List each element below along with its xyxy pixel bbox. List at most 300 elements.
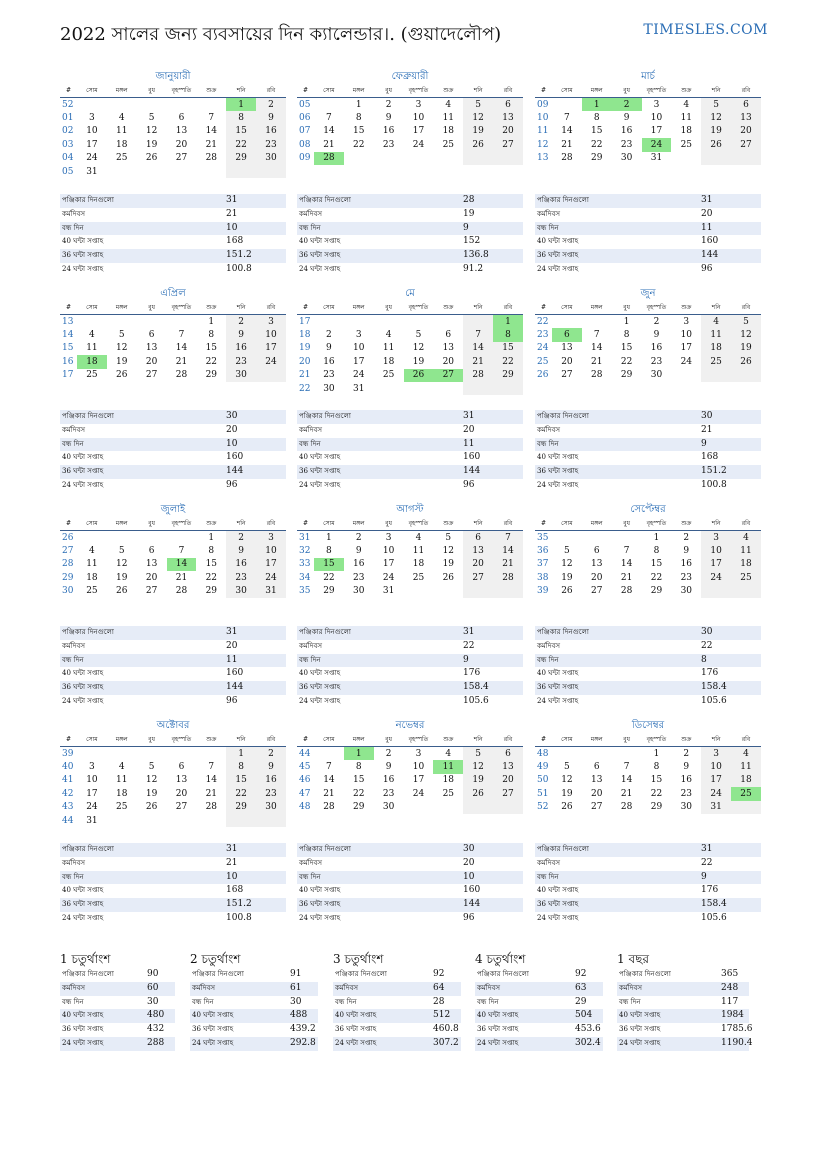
stats-row	[60, 871, 286, 885]
day-cell: 15	[226, 774, 256, 787]
day-cell: 14	[561, 126, 573, 137]
day-cell: 8	[326, 546, 332, 557]
stats-value: 11	[226, 654, 238, 665]
month-stats	[297, 410, 523, 493]
day-cell: 9	[385, 762, 392, 773]
day-cell: 2	[226, 315, 256, 329]
month-calendar	[535, 70, 761, 165]
day-cell: 6	[445, 330, 452, 341]
quarter-summary	[475, 950, 603, 1051]
day-cell: 24	[86, 153, 98, 164]
week-number: 38	[537, 572, 549, 583]
weekday-header: সোম	[552, 301, 582, 315]
month-grid	[297, 517, 523, 598]
day-cell: 29	[650, 586, 663, 597]
stats-row	[333, 996, 461, 1010]
stats-label: পঞ্জিকার দিনগুলো	[62, 628, 114, 636]
week-row	[297, 342, 523, 355]
stats-row	[297, 465, 523, 479]
week-row	[297, 98, 523, 112]
day-cell: 28	[314, 152, 344, 165]
day-cell: 4	[118, 762, 125, 773]
stats-label: 36 ঘন্টা সপ্তাহ	[62, 1025, 104, 1034]
day-cell: 25	[731, 787, 761, 800]
month-name: জুলাই	[160, 504, 186, 515]
day-cell: 2	[385, 99, 392, 110]
stats-row	[297, 249, 523, 263]
stats-value: 22	[701, 857, 713, 868]
stats-label: 24 ঘন্টা সপ্তাহ	[477, 1038, 519, 1047]
day-cell: 22	[226, 138, 256, 151]
day-cell: 13	[145, 559, 158, 570]
stats-value: 91.2	[463, 263, 484, 274]
week-number: 16	[62, 356, 74, 367]
stats-label: কর্মদিবস	[537, 641, 560, 650]
day-cell: 15	[650, 775, 663, 786]
day-cell: 10	[86, 126, 98, 137]
day-cell: 2	[355, 532, 362, 543]
day-cell: 24	[382, 572, 395, 583]
day-cell: 28	[561, 153, 573, 164]
stats-value: 10	[226, 438, 238, 449]
day-cell: 6	[493, 747, 523, 761]
weekday-header: মঙ্গল	[344, 84, 374, 98]
stats-row	[60, 263, 286, 277]
stats-label: 24 ঘন্টা সপ্তাহ	[62, 264, 104, 273]
stats-row	[297, 235, 523, 249]
stats-value: 144	[701, 250, 719, 261]
day-cell: 19	[463, 774, 493, 787]
stats-label: 40 ঘন্টা সপ্তাহ	[192, 1011, 234, 1020]
day-cell: 5	[445, 532, 452, 543]
week-number: 41	[62, 775, 74, 786]
week-row	[60, 125, 286, 138]
stats-value: 176	[701, 668, 719, 679]
day-cell: 1	[493, 315, 523, 329]
day-cell: 4	[118, 113, 125, 124]
stats-label: বন্ধ দিন	[537, 223, 559, 232]
day-cell	[196, 165, 226, 178]
stats-row	[190, 996, 318, 1010]
stats-label: পঞ্জিকার দিনগুলো	[299, 845, 351, 853]
weekday-header: শনি	[701, 733, 731, 747]
week-number: 46	[299, 775, 311, 786]
day-cell: 8	[653, 546, 660, 557]
day-cell: 23	[226, 355, 256, 368]
day-cell: 1	[326, 532, 332, 543]
week-row	[297, 315, 523, 329]
weekday-header: শুক্র	[196, 517, 226, 531]
week-number: 23	[537, 330, 549, 341]
stats-label: কর্মদিবস	[62, 858, 85, 867]
weekday-header: রবি	[731, 84, 761, 98]
week-number: 30	[62, 586, 74, 597]
day-cell	[137, 165, 167, 178]
week-row	[297, 125, 523, 138]
day-cell: 8	[355, 113, 362, 124]
day-cell	[167, 315, 197, 329]
day-cell: 20	[591, 788, 603, 799]
day-cell	[404, 315, 434, 329]
day-cell: 13	[493, 111, 523, 124]
stats-value: 31	[463, 411, 475, 421]
weekday-header: বৃহস্পতি	[642, 301, 672, 315]
day-cell	[77, 98, 107, 112]
week-row	[60, 814, 286, 827]
stats-value: 365	[721, 969, 739, 979]
day-cell	[77, 531, 107, 545]
month-calendar	[60, 503, 286, 598]
day-cell: 29	[323, 586, 335, 597]
day-cell	[433, 382, 463, 395]
stats-row	[535, 843, 761, 857]
day-cell: 17	[680, 343, 693, 354]
day-cell: 28	[620, 802, 633, 813]
stats-row	[297, 479, 523, 493]
stats-row	[60, 626, 286, 640]
week-number: 39	[537, 586, 549, 597]
week-row	[535, 531, 761, 545]
day-cell: 30	[226, 585, 256, 598]
stats-value: 168	[701, 452, 719, 463]
stats-label: 36 ঘন্টা সপ্তাহ	[299, 900, 341, 909]
week-number: 39	[62, 748, 74, 759]
week-number: 20	[299, 356, 311, 367]
day-cell	[493, 801, 523, 814]
stats-label: 36 ঘন্টা সপ্তাহ	[619, 1025, 661, 1034]
weekday-header: বৃহস্পতি	[642, 84, 672, 98]
week-row	[60, 544, 286, 557]
stats-value: 160	[701, 236, 719, 247]
stats-label: 36 ঘন্টা সপ্তাহ	[537, 683, 579, 692]
day-cell: 29	[226, 152, 256, 165]
week-number: 06	[299, 113, 311, 124]
stats-label: 24 ঘন্টা সপ্তাহ	[62, 913, 104, 922]
week-row	[297, 544, 523, 557]
day-cell: 20	[145, 356, 158, 367]
week-row	[535, 544, 761, 557]
quarter-summary	[190, 950, 318, 1051]
stats-label: 36 ঘন্টা সপ্তাহ	[62, 251, 104, 260]
stats-label: কর্মদিবস	[537, 425, 560, 434]
stats-value: 160	[226, 668, 244, 679]
quarter-stats	[617, 968, 753, 1051]
stats-row	[60, 208, 286, 222]
stats-value: 512	[433, 1010, 451, 1021]
day-cell: 27	[145, 370, 158, 381]
day-cell: 4	[415, 532, 422, 543]
stats-label: 40 ঘন্টা সপ্তাহ	[537, 669, 579, 678]
week-number: 36	[537, 546, 549, 557]
stats-label: 40 ঘন্টা সপ্তাহ	[299, 237, 341, 246]
day-cell: 21	[620, 788, 633, 799]
day-cell: 31	[86, 815, 98, 826]
weekday-header: মঙ্গল	[344, 733, 374, 747]
week-row	[60, 787, 286, 800]
weekday-header: মঙ্গল	[344, 517, 374, 531]
day-cell: 3	[256, 315, 286, 329]
day-cell	[612, 747, 642, 761]
day-cell	[107, 814, 137, 827]
stats-value: 158.4	[701, 682, 727, 693]
stats-value: 30	[147, 996, 159, 1007]
stats-label: কর্মদিবস	[299, 641, 322, 650]
stats-row	[297, 222, 523, 236]
day-cell	[314, 747, 344, 761]
stats-value: 20	[463, 424, 475, 435]
day-cell: 4	[445, 99, 452, 110]
weekday-header: সোম	[314, 84, 344, 98]
week-row	[60, 531, 286, 545]
stats-row	[60, 640, 286, 654]
month-grid	[535, 517, 761, 598]
stats-label: 24 ঘন্টা সপ্তাহ	[537, 264, 579, 273]
day-cell: 20	[493, 125, 523, 138]
day-cell: 7	[564, 113, 570, 124]
stats-row	[535, 222, 761, 236]
day-cell: 14	[591, 343, 603, 354]
day-cell: 21	[561, 139, 573, 150]
week-row	[60, 747, 286, 761]
day-cell: 16	[382, 126, 395, 137]
weekday-header: শুক্র	[433, 301, 463, 315]
month-stats	[60, 194, 286, 277]
weekday-header: বুধ	[374, 733, 404, 747]
day-cell: 10	[701, 760, 731, 773]
day-cell: 29	[650, 802, 663, 813]
day-cell: 24	[412, 139, 425, 150]
stats-row	[535, 194, 761, 208]
weekday-header: শুক্র	[196, 733, 226, 747]
day-cell: 13	[561, 343, 573, 354]
stats-value: 96	[226, 695, 238, 706]
day-cell	[256, 814, 286, 827]
day-cell: 3	[89, 113, 95, 124]
day-cell: 30	[226, 369, 256, 382]
weekday-header: রবি	[256, 517, 286, 531]
day-cell: 6	[593, 762, 600, 773]
day-cell	[433, 152, 463, 165]
stats-value: 91	[290, 969, 302, 979]
day-cell: 8	[226, 111, 256, 124]
day-cell: 13	[442, 343, 455, 354]
stats-value: 21	[701, 424, 713, 435]
weekday-header: সোম	[552, 517, 582, 531]
week-number: 24	[537, 343, 549, 354]
week-number: 22	[299, 383, 311, 394]
stats-value: 20	[701, 208, 713, 219]
stats-row	[535, 681, 761, 695]
day-cell: 16	[382, 775, 395, 786]
weekday-header: বুধ	[612, 84, 642, 98]
month-stats	[60, 626, 286, 709]
day-cell: 14	[167, 558, 197, 571]
week-number: 19	[299, 343, 311, 354]
weekday-header: বুধ	[612, 517, 642, 531]
week-number: 31	[299, 532, 311, 543]
weekday-header: শুক্র	[671, 733, 701, 747]
day-cell: 19	[145, 139, 158, 150]
day-cell: 13	[175, 126, 188, 137]
day-cell: 15	[620, 343, 633, 354]
day-cell	[226, 165, 256, 178]
stats-row	[535, 424, 761, 438]
day-cell: 10	[256, 328, 286, 341]
week-number: 02	[62, 126, 74, 137]
stats-row	[60, 884, 286, 898]
weekday-header: শুক্র	[196, 301, 226, 315]
day-cell	[107, 98, 137, 112]
day-cell: 20	[175, 139, 188, 150]
week-row	[297, 747, 523, 761]
weekday-header: সোম	[77, 301, 107, 315]
day-cell: 5	[463, 98, 493, 112]
day-cell: 19	[561, 788, 573, 799]
day-cell: 2	[385, 748, 392, 759]
stats-row	[60, 410, 286, 424]
week-number: 47	[299, 788, 311, 799]
day-cell: 6	[148, 546, 155, 557]
weekday-header: বৃহস্পতি	[167, 517, 197, 531]
week-row	[60, 315, 286, 329]
day-cell: 20	[175, 788, 188, 799]
stats-row	[60, 235, 286, 249]
week-number: 43	[62, 802, 74, 813]
day-cell: 6	[178, 113, 185, 124]
day-cell: 11	[680, 113, 693, 124]
month-grid	[60, 301, 286, 382]
weekday-header: সোম	[77, 517, 107, 531]
month-grid	[60, 517, 286, 598]
stats-row	[297, 695, 523, 709]
week-number: 35	[537, 532, 549, 543]
day-cell	[344, 152, 374, 165]
stats-label: পঞ্জিকার দিনগুলো	[62, 412, 114, 420]
week-number: 40	[62, 762, 74, 773]
weekday-header: রবি	[731, 733, 761, 747]
week-row	[535, 152, 761, 165]
day-cell: 7	[178, 330, 185, 341]
stats-value: 151.2	[226, 899, 252, 910]
week-row	[535, 355, 761, 368]
day-cell: 26	[116, 370, 128, 381]
stats-row	[535, 857, 761, 871]
day-cell: 20	[442, 356, 455, 367]
stats-row	[190, 1037, 318, 1051]
stats-row	[617, 1009, 749, 1023]
day-cell	[137, 814, 167, 827]
stats-value: 31	[226, 844, 238, 854]
month-calendar	[297, 70, 523, 165]
stats-value: 105.6	[463, 695, 489, 706]
day-cell: 27	[433, 369, 463, 382]
day-cell: 14	[323, 775, 335, 786]
day-cell	[731, 152, 761, 165]
day-cell: 21	[205, 788, 218, 799]
day-cell	[552, 747, 582, 761]
stats-value: 480	[147, 1010, 165, 1021]
stats-value: 20	[226, 640, 238, 651]
stats-label: 40 ঘন্টা সপ্তাহ	[62, 1011, 104, 1020]
week-number: 09	[537, 99, 549, 110]
day-cell: 31	[353, 383, 365, 394]
day-cell: 22	[205, 572, 218, 583]
day-cell: 24	[412, 788, 425, 799]
weekday-header: সোম	[77, 733, 107, 747]
stats-value: 9	[463, 654, 469, 665]
day-cell: 22	[650, 572, 663, 583]
weekday-header: সোম	[314, 301, 344, 315]
stats-row	[190, 1023, 318, 1037]
day-cell: 24	[701, 571, 731, 584]
day-cell: 11	[382, 343, 395, 354]
week-number: 27	[62, 546, 74, 557]
stats-value: 31	[226, 195, 238, 205]
stats-row	[60, 451, 286, 465]
day-cell: 20	[145, 572, 158, 583]
stats-row	[297, 640, 523, 654]
stats-value: 10	[226, 222, 238, 233]
day-cell: 24	[86, 802, 98, 813]
stats-label: বন্ধ দিন	[299, 439, 321, 448]
weekday-header: বৃহস্পতি	[404, 301, 434, 315]
day-cell: 14	[205, 126, 218, 137]
week-number: 26	[62, 532, 74, 543]
week-number: 22	[537, 316, 549, 327]
week-number: 26	[537, 370, 549, 381]
weekday-header: বুধ	[374, 301, 404, 315]
stats-label: বন্ধ দিন	[62, 872, 84, 881]
day-cell	[493, 585, 523, 598]
day-cell	[463, 801, 493, 814]
weekday-header: বৃহস্পতি	[167, 301, 197, 315]
day-cell: 12	[442, 546, 455, 557]
week-row	[297, 111, 523, 124]
week-number: 28	[62, 559, 74, 570]
day-cell: 12	[463, 111, 493, 124]
stats-value: 151.2	[701, 466, 727, 477]
stats-label: 24 ঘন্টা সপ্তাহ	[299, 913, 341, 922]
stats-row	[60, 465, 286, 479]
day-cell: 26	[145, 802, 158, 813]
weekday-header: #	[297, 733, 314, 747]
stats-label: বন্ধ দিন	[299, 223, 321, 232]
day-cell: 21	[323, 139, 335, 150]
day-cell	[344, 315, 374, 329]
day-cell: 21	[591, 356, 603, 367]
day-cell: 22	[226, 787, 256, 800]
day-cell: 15	[314, 558, 344, 571]
day-cell	[671, 152, 701, 165]
weekday-header: রবি	[493, 733, 523, 747]
weekday-header: #	[60, 517, 77, 531]
day-cell: 1	[623, 316, 630, 327]
day-cell: 5	[731, 315, 761, 329]
stats-label: 24 ঘন্টা সপ্তাহ	[299, 696, 341, 705]
brand-link[interactable]: TIMESLES.COM	[643, 22, 768, 38]
day-cell	[701, 152, 731, 165]
weekday-header: #	[297, 301, 314, 315]
day-cell: 26	[442, 572, 455, 583]
day-cell: 30	[382, 802, 395, 813]
weekday-header: সোম	[552, 733, 582, 747]
week-number: 09	[299, 153, 311, 164]
week-number: 33	[299, 559, 311, 570]
stats-value: 292.8	[290, 1037, 316, 1048]
stats-row	[60, 654, 286, 668]
day-cell	[374, 382, 404, 395]
day-cell: 26	[701, 138, 731, 151]
